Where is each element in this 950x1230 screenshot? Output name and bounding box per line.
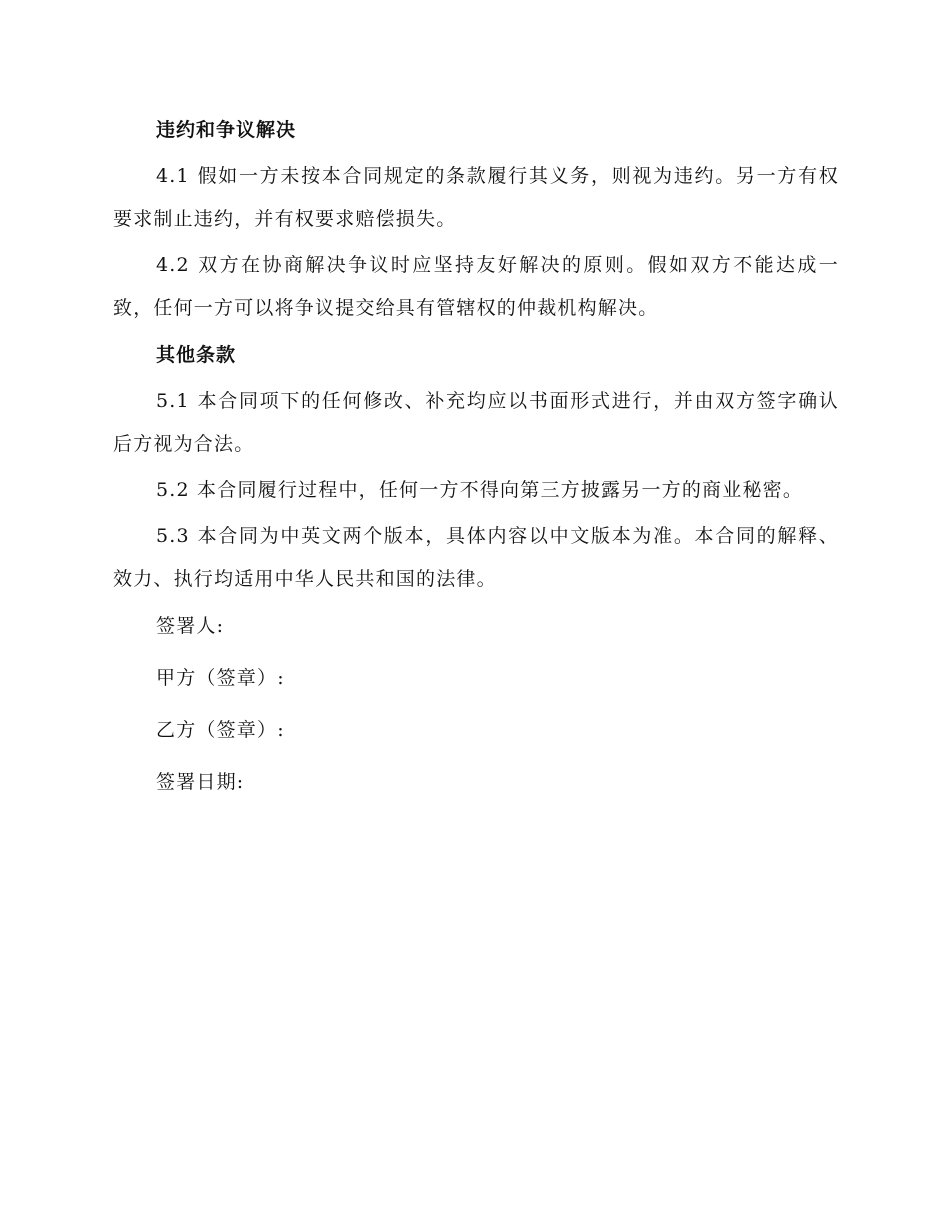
party-a-signature-label: 甲方（签章）:: [156, 667, 285, 689]
signatories-label: 签署人:: [156, 615, 225, 637]
party-b-signature-label: 乙方（签章）:: [156, 719, 285, 741]
signing-date-label: 签署日期:: [156, 771, 245, 793]
clause-5-2: 5.2 本合同履行过程中，任何一方不得向第三方披露另一方的商业秘密。: [156, 479, 804, 501]
document-body: [113, 108, 839, 812]
section-heading-breach: 违约和争议解决: [156, 119, 297, 141]
clause-5-1: 5.1 本合同项下的任何修改、补充均应以书面形式进行，并由双方签字确认后方视为合法。: [113, 390, 839, 455]
clause-5-3: 5.3 本合同为中英文两个版本，具体内容以中文版本为准。本合同的解释、效力、执行均适用中华人民共和国的法律。: [113, 525, 839, 590]
section-heading-other: 其他条款: [156, 344, 237, 366]
clause-4-1: 4.1 假如一方未按本合同规定的条款履行其义务，则视为违约。另一方有权要求制止违约，并有权要求赔偿损失。: [113, 165, 839, 230]
clause-4-2: 4.2 双方在协商解决争议时应坚持友好解决的原则。假如双方不能达成一致，任何一方可以将争议提交给具有管辖权的仲裁机构解决。: [113, 254, 839, 319]
